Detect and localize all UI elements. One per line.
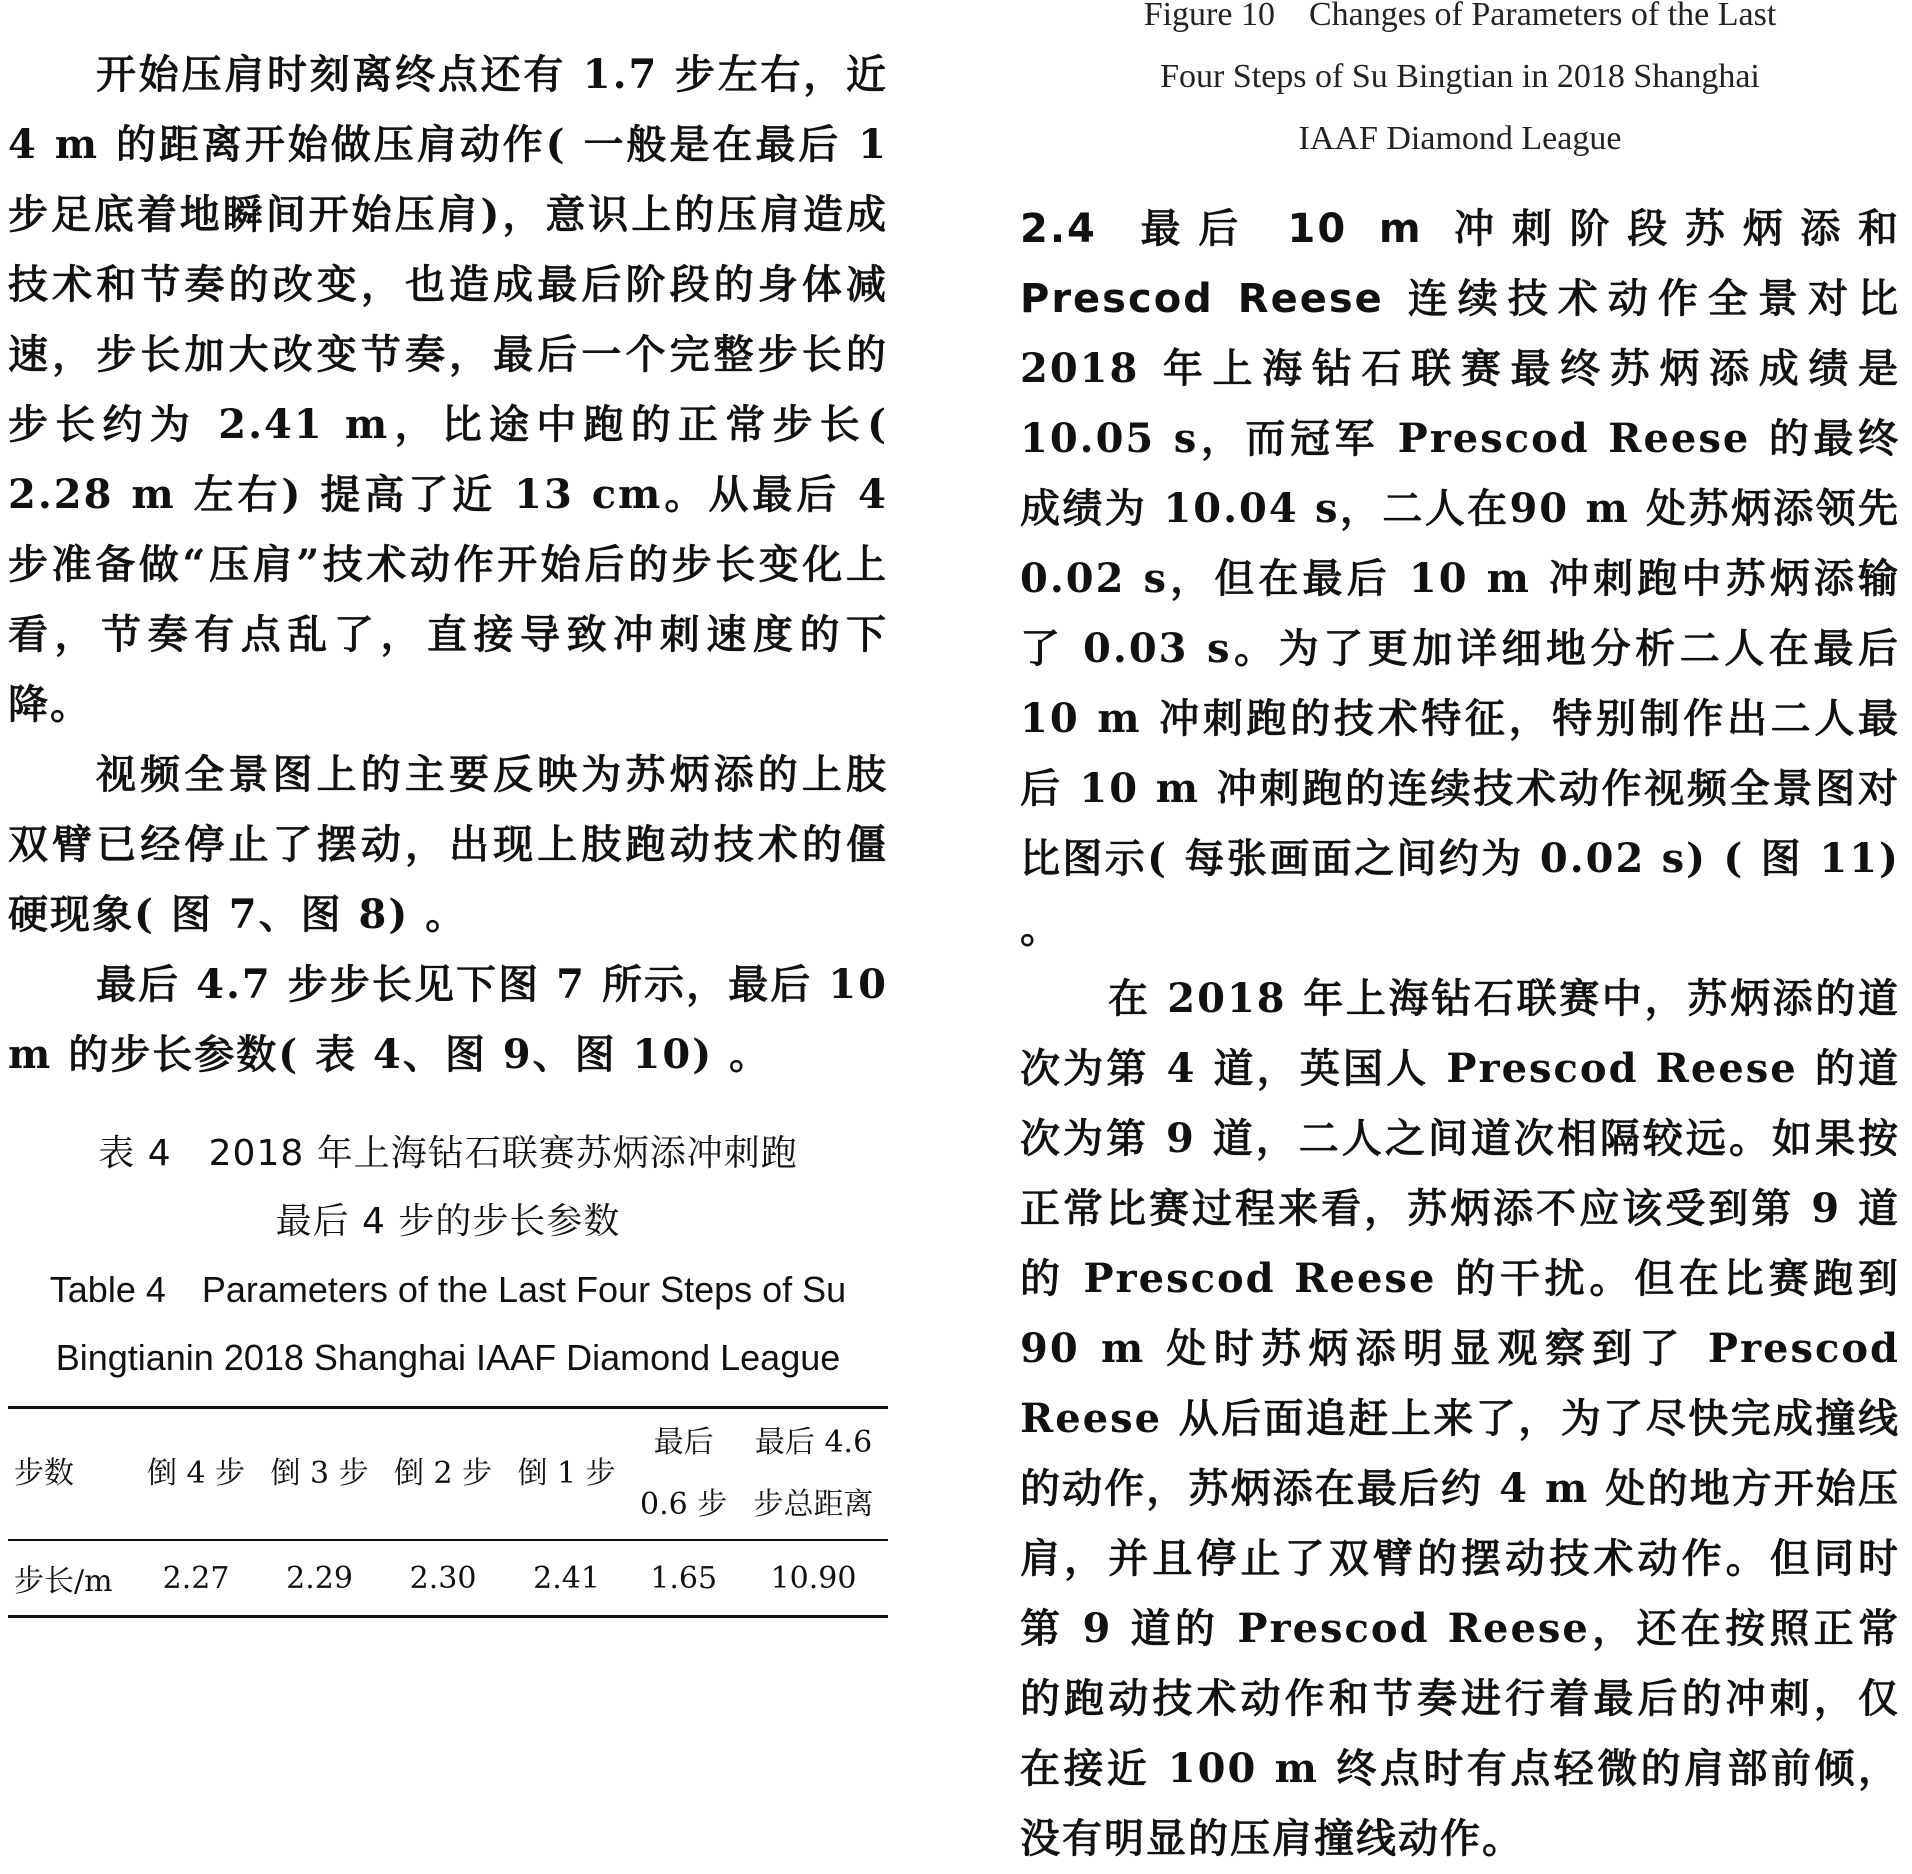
figure-caption-line2: Four Steps of Su Bingtian in 2018 Shanghai bbox=[1160, 58, 1760, 95]
left-column bbox=[8, 0, 888, 1618]
cell-value: 10.90 bbox=[770, 1560, 857, 1596]
figure-caption-line3: IAAF Diamond League bbox=[1298, 120, 1622, 157]
table-header-row bbox=[8, 1408, 888, 1541]
figure-caption-line1: Figure 10 Changes of Parameters of the Last bbox=[1143, 0, 1777, 33]
paragraph-last-steps: 最后 4.7 步步长见下图 7 所示，最后 10 m 的步长参数( 表 4、图 9、图 10) 。 bbox=[8, 961, 888, 1078]
cell-value: 2.29 bbox=[286, 1560, 353, 1596]
header-last-0-6-step: 最后 0.6 步 bbox=[640, 1425, 728, 1522]
cut-off-text-line bbox=[16, 0, 816, 6]
cell-value: 1.65 bbox=[650, 1560, 718, 1596]
section-title: 最后 10 m 冲刺阶段苏炳添和 Prescod Reese 连续技术动作全景对比 bbox=[1020, 206, 1900, 322]
header-step-minus-3: 倒 3 步 bbox=[270, 1456, 369, 1491]
cell-value: 2.27 bbox=[162, 1560, 230, 1596]
header-steps: 步数 bbox=[14, 1456, 74, 1491]
table-row bbox=[8, 1540, 888, 1617]
table-caption-en-line1: Table 4 Parameters of the Last Four Steps of Su bbox=[49, 1269, 847, 1310]
section-body: 2018 年上海钻石联赛最终苏炳添成绩是 10.05 s，而冠军 Prescod Reese 的最终成绩为 10.04 s，二人在90 m 处苏炳添领先 0.02 s，但在最后 10 m 冲刺跑中苏炳添输了 0.03 s。为了更加详细地分析二人在最后 10 m 冲刺跑的技术特征，特别制作出二人最后 10 m 冲刺跑的连续技术动作视频全景图对比图示( 每张画面之间约为 0.02 s) ( 图 11) 。 bbox=[1020, 345, 1900, 952]
paragraph-lane-analysis: 在 2018 年上海钻石联赛中，苏炳添的道次为第 4 道，英国人 Prescod Reese 的道次为第 9 道，二人之间道次相隔较远。如果按正常比赛过程来看，苏炳添不应该受到第 9 道的 Prescod Reese 的干扰。但在比赛跑到 90 m 处时苏炳添明显观察到了 Prescod Reese 从后面追赶上来了，为了尽快完成撞线的动作，苏炳添在最后约 4 m 处的地方开始压肩，并且停止了双臂的摆动技术动作。但同时第 9 道的 Prescod Reese，还在按照正常的跑动技术动作和节奏进行着最后的冲刺，仅在接近 100 m 终点时有点轻微的肩部前倾，没有明显的压肩撞线动作。 bbox=[1020, 975, 1900, 1862]
table-4-block bbox=[8, 1120, 888, 1618]
table-caption-zh-line2: 最后 4 步的步长参数 bbox=[275, 1201, 621, 1242]
row-label-step-length: 步长/m bbox=[14, 1564, 113, 1599]
table-caption-en-line2: Bingtianin 2018 Shanghai IAAF Diamond League bbox=[55, 1337, 841, 1378]
paragraph-video-panorama: 视频全景图上的主要反映为苏炳添的上肢双臂已经停止了摆动，出现上肢跑动技术的僵硬现象( 图 7、图 8) 。 bbox=[8, 751, 888, 938]
header-step-minus-4: 倒 4 步 bbox=[146, 1456, 246, 1491]
section-2-4-paragraph bbox=[1020, 194, 1900, 964]
paragraph-step-compression: 开始压肩时刻离终点还有 1.7 步左右，近 4 m 的距离开始做压肩动作( 一般是在最后 1 步足底着地瞬间开始压肩)，意识上的压肩造成技术和节奏的改变，也造成最后阶段的身体减速，步长加大改变节奏，最后一个完整步长的步长约为 2.41 m，比途中跑的正常步长( 2.28 m 左右) 提高了近 13 cm。从最后 4 步准备做“压肩”技术动作开始后的步长变化上看，节奏有点乱了，直接导致冲刺速度的下降。 bbox=[8, 51, 888, 728]
cell-value: 2.41 bbox=[533, 1560, 600, 1596]
figure-10-caption bbox=[1020, 0, 1900, 170]
header-step-minus-1: 倒 1 步 bbox=[517, 1456, 616, 1491]
section-number: 2.4 bbox=[1020, 206, 1097, 252]
cell-value: 2.30 bbox=[409, 1560, 477, 1596]
header-step-minus-2: 倒 2 步 bbox=[393, 1456, 493, 1491]
table-caption-zh-line1: 表 4 2018 年上海钻石联赛苏炳添冲刺跑 bbox=[98, 1133, 798, 1174]
step-parameters-table bbox=[8, 1406, 888, 1618]
header-last-4-6-total: 最后 4.6 步总距离 bbox=[753, 1425, 874, 1522]
right-column bbox=[1020, 0, 1900, 1874]
